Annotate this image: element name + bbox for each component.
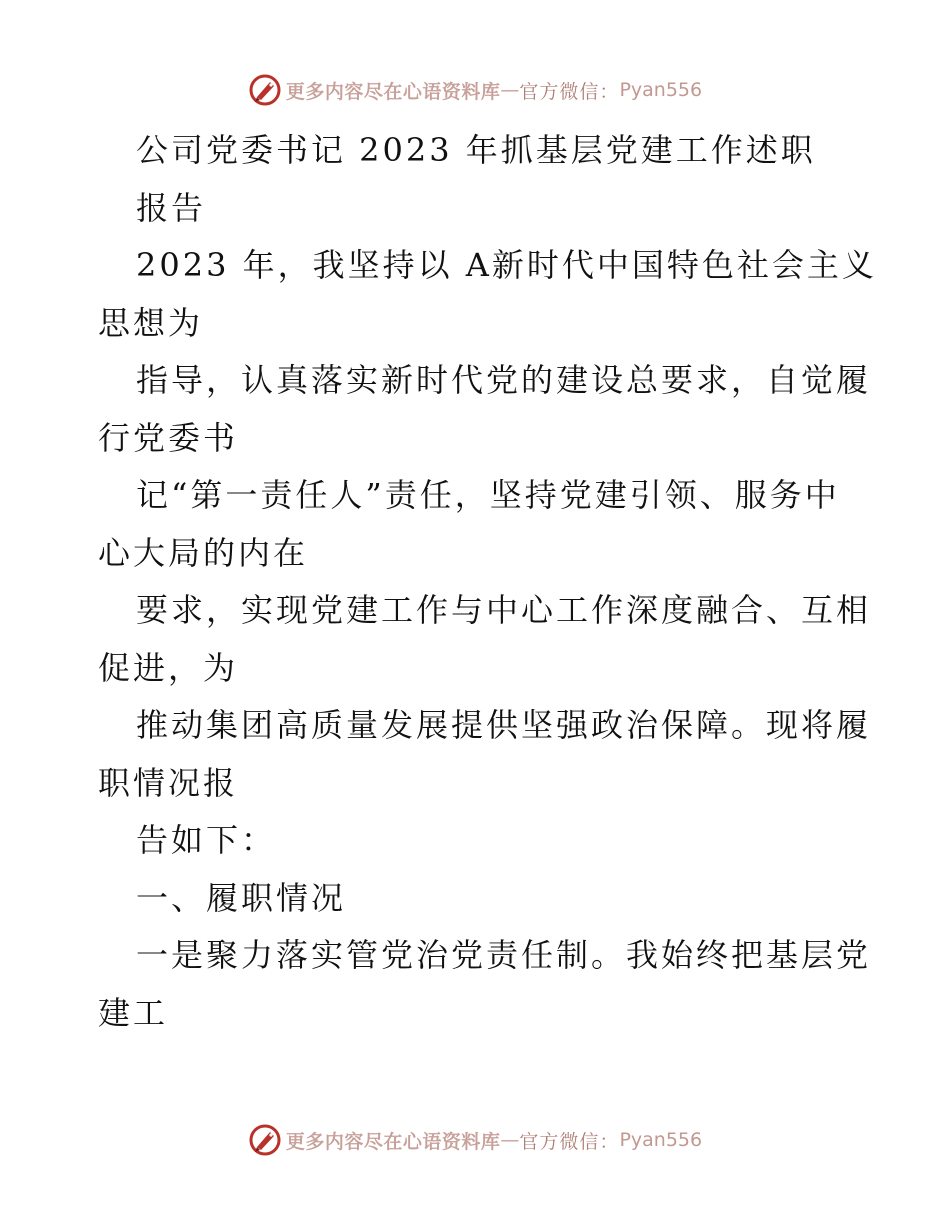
document-body (98, 122, 877, 1042)
doc-line: 记“第一责任人”责任，坚持党建引领、服务中 (136, 476, 840, 514)
watermark-dash: — (500, 1129, 520, 1151)
doc-line: 心大局的内在 (98, 533, 309, 572)
watermark-wechat-id: Pyan556 (619, 1129, 703, 1151)
pen-nib-logo-icon (248, 1123, 282, 1157)
doc-line: 一是聚力落实管党治党责任制。我始终把基层党 (136, 936, 872, 974)
doc-line: 促进，为 (98, 648, 239, 687)
doc-line: 行党委书 (98, 418, 239, 457)
doc-line: 指导，认真落实新时代党的建设总要求，自觉履 (136, 361, 872, 399)
footer-watermark (0, 1120, 950, 1160)
watermark-wechat-label: 官方微信： (519, 80, 620, 103)
watermark-dash: — (500, 79, 520, 101)
doc-line: 思想为 (98, 303, 204, 342)
doc-line: 公司党委书记 2023 年抓基层党建工作述职 (136, 131, 816, 169)
doc-line: 报告 (136, 188, 207, 227)
watermark-wechat-id: Pyan556 (619, 79, 703, 101)
doc-line: 要求，实现党建工作与中心工作深度融合、互相 (136, 591, 872, 629)
watermark-site-name: 更多内容尽在心语资料库 (285, 1130, 501, 1153)
watermark-site-name: 更多内容尽在心语资料库 (285, 80, 501, 103)
doc-line: 2023 年，我坚持以 A新时代中国特色社会主义 (136, 246, 877, 284)
doc-line: 职情况报 (98, 763, 239, 802)
doc-line: 一、履职情况 (136, 878, 347, 917)
doc-line: 建工 (98, 993, 169, 1032)
watermark-wechat-label: 官方微信： (519, 1130, 620, 1153)
pen-nib-logo-icon (248, 73, 282, 107)
doc-line: 告如下： (136, 821, 277, 859)
header-watermark (0, 70, 950, 110)
doc-line: 推动集团高质量发展提供坚强政治保障。现将履 (136, 706, 872, 744)
